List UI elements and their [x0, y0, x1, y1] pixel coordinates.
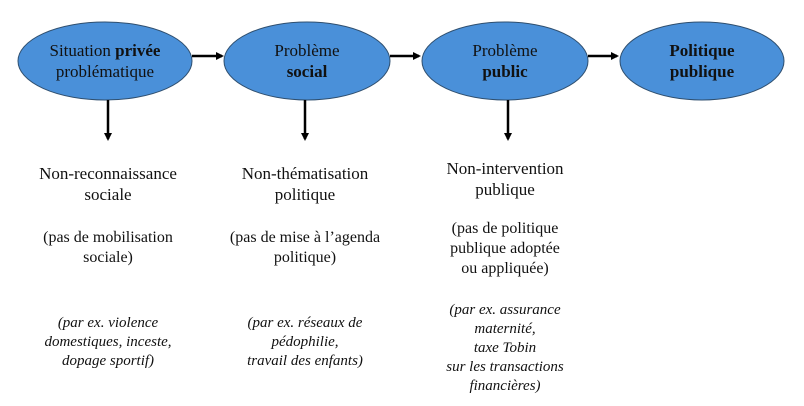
text-line: (pas de politique	[451, 220, 559, 237]
node-label: problématique	[55, 62, 155, 81]
outcome-title-3	[405, 158, 605, 200]
text-line: ou appliquée)	[461, 260, 549, 277]
outcome-note-3	[405, 219, 605, 279]
node-situation-privee	[18, 22, 192, 100]
text-line: domestiques, inceste,	[44, 334, 172, 350]
text-line: politique	[274, 185, 336, 204]
node-label-bold: Politique	[669, 41, 735, 60]
node-label-bold: publique	[669, 62, 735, 81]
node-politique-publique	[620, 22, 784, 100]
text-line: Non-intervention	[446, 159, 564, 178]
node-label: Problème	[274, 41, 340, 60]
node-label-bold: privée	[115, 41, 161, 60]
text-line: travail des enfants)	[247, 353, 363, 369]
text-line: Non-reconnaissance	[39, 164, 177, 183]
outcome-title-2	[205, 163, 405, 205]
text-line: (pas de mise à l’agenda	[229, 229, 381, 246]
text-line: publique adoptée	[450, 240, 560, 257]
outcome-title-1	[8, 163, 208, 205]
outcome-note-2	[205, 228, 405, 268]
text-line: maternité,	[474, 321, 536, 337]
text-line: sur les transactions	[446, 359, 564, 375]
text-line: sociale)	[83, 249, 133, 266]
node-label-bold: social	[286, 62, 328, 81]
text-line: dopage sportif)	[61, 353, 155, 369]
text-line: financières)	[469, 378, 541, 394]
text-line: politique)	[273, 249, 337, 266]
text-line: Non-thématisation	[241, 164, 369, 183]
text-line: taxe Tobin	[473, 340, 537, 356]
node-probleme-public	[422, 22, 588, 100]
node-probleme-social	[224, 22, 390, 100]
text-line: pédophilie,	[271, 334, 339, 350]
outcome-note-1	[8, 228, 208, 268]
outcome-examples-3	[405, 301, 605, 396]
text-line: sociale	[84, 185, 132, 204]
outcome-examples-1	[8, 314, 208, 371]
node-label-bold: public	[482, 62, 528, 81]
node-label: Situation	[49, 41, 116, 60]
node-label: Problème	[472, 41, 538, 60]
text-line: (pas de mobilisation	[43, 229, 173, 246]
text-line: (par ex. réseaux de	[247, 315, 363, 331]
text-line: (par ex. violence	[57, 315, 159, 331]
text-line: publique	[475, 180, 535, 199]
outcome-examples-2	[205, 314, 405, 371]
text-line: (par ex. assurance	[449, 302, 561, 318]
